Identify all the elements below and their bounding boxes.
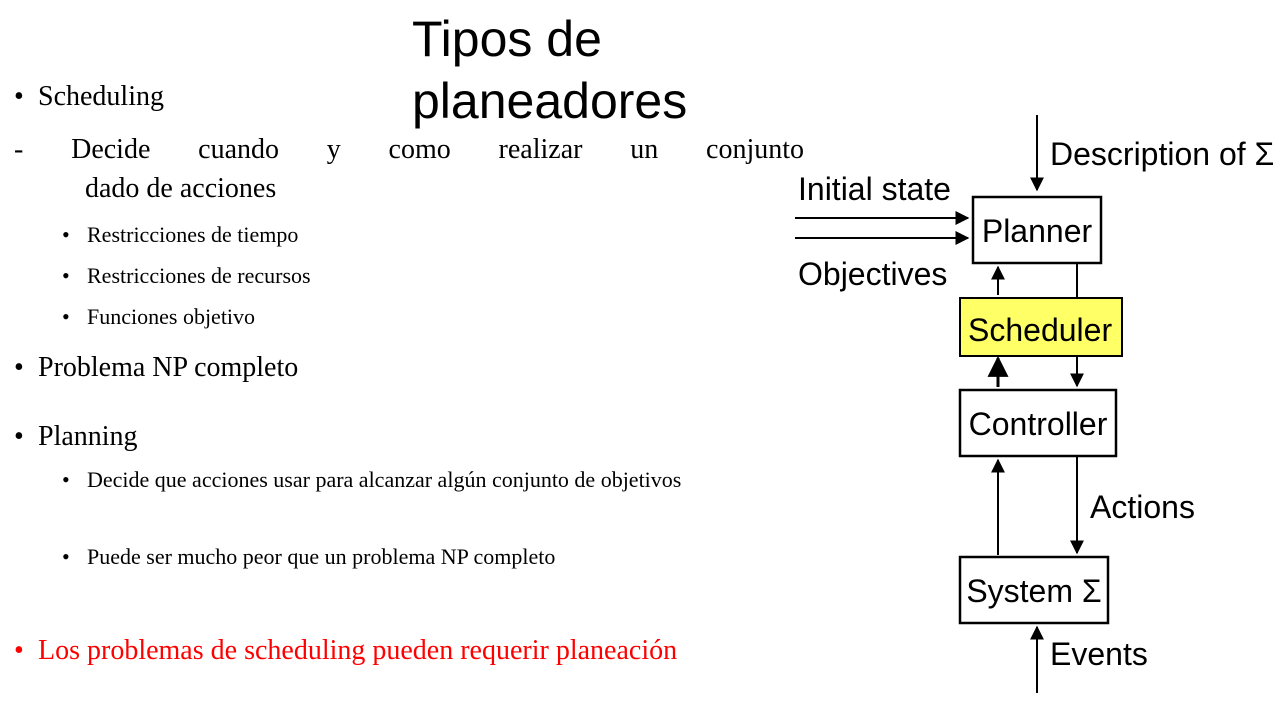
scheduling-description-line1: - Decide cuando y como realizar un conjunto [14, 134, 804, 165]
bullet-planning-description: Decide que acciones usar para alcanzar algún conjunto de objetivos [87, 467, 682, 492]
bullet: • [14, 635, 24, 666]
bullet: • [14, 352, 24, 383]
bullet-conclusion: Los problemas de scheduling pueden requerir planeación [38, 635, 678, 666]
description-label: Description of Σ [1050, 136, 1275, 172]
actions-label: Actions [1090, 489, 1195, 525]
sub-bullet: • [62, 304, 70, 329]
sub-bullet: • [62, 222, 70, 247]
scheduling-description-line2: dado de acciones [85, 173, 277, 204]
controller-label: Controller [968, 406, 1108, 442]
slide-title: Tipos de planeadores [412, 11, 688, 129]
bullet: • [14, 421, 24, 452]
sub-bullet: • [62, 263, 70, 288]
sub-bullet: • [62, 544, 70, 569]
bullet: • [14, 81, 24, 112]
sub-bullet: • [62, 467, 70, 492]
bullet-planning: Planning [38, 421, 138, 452]
bullet-restricciones-recursos: Restricciones de recursos [87, 263, 311, 288]
planner-architecture-diagram [790, 105, 1280, 705]
planner-label: Planner [981, 213, 1093, 249]
objectives-label: Objectives [798, 256, 948, 292]
events-label: Events [1050, 636, 1148, 672]
bullet-peor-np: Puede ser mucho peor que un problema NP completo [87, 544, 556, 569]
bullet-scheduling: Scheduling [38, 81, 164, 112]
bullet-funciones-objetivo: Funciones objetivo [87, 304, 256, 329]
initial-state-label: Initial state [798, 171, 951, 207]
bullet-problema-np: Problema NP completo [38, 352, 299, 383]
system-label: System Σ [966, 573, 1102, 609]
bullet-restricciones-tiempo: Restricciones de tiempo [87, 222, 299, 247]
scheduler-label: Scheduler [968, 312, 1113, 348]
